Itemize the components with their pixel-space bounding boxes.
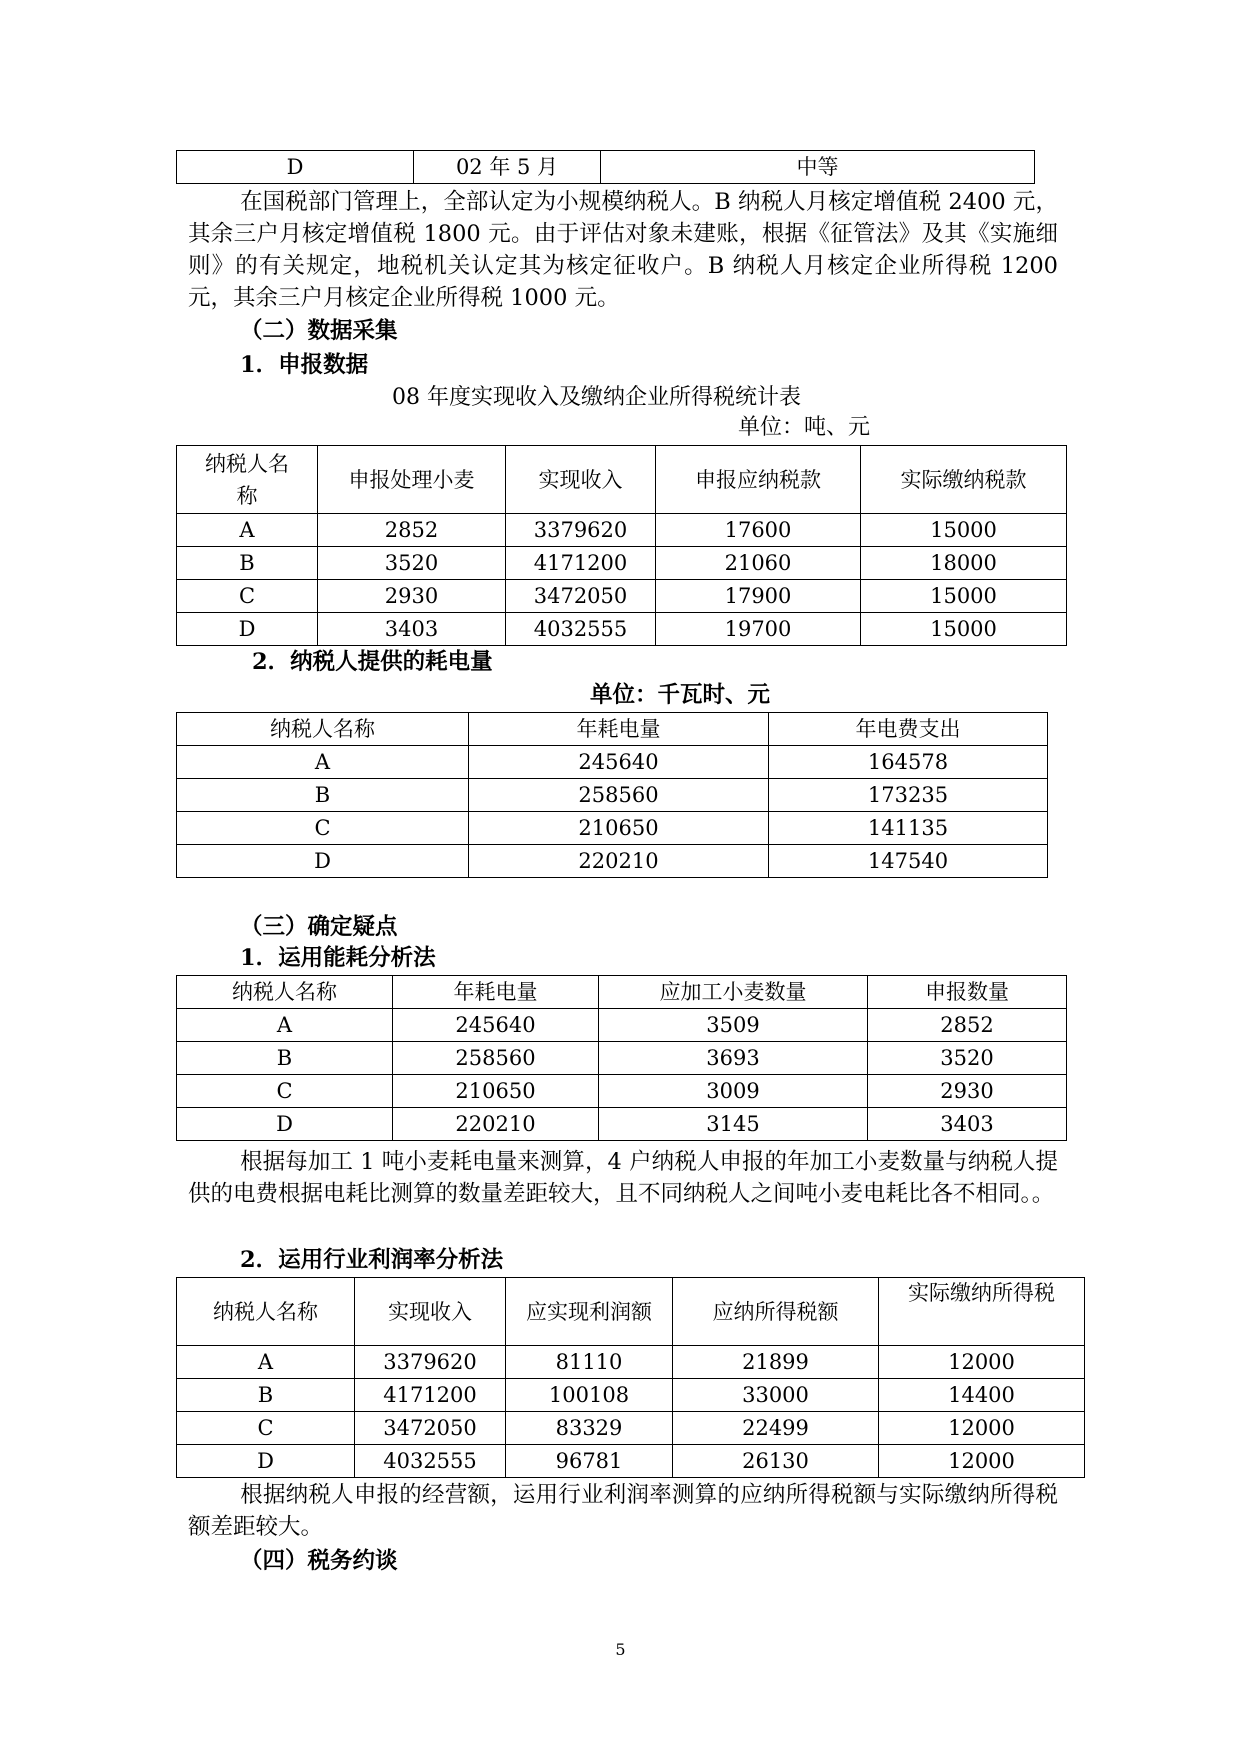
table-row bbox=[177, 812, 1048, 845]
page-number: 5 bbox=[615, 1640, 626, 1659]
table-row bbox=[177, 1346, 1085, 1379]
table-cell: D bbox=[177, 845, 469, 878]
table-cell: A bbox=[177, 1009, 393, 1042]
paragraph-energy-conclusion: 根据每加工 1 吨小麦耗电量来测算，4 户纳税人申报的年加工小麦数量与纳税人提供的电费根据电耗比测算的数量差距较大，且不同纳税人之间吨小麦电耗比各不相同。。 bbox=[188, 1149, 1058, 1207]
column-header: 实现收入 bbox=[506, 446, 656, 514]
table-cell: 100108 bbox=[506, 1379, 673, 1412]
table-cell: 2930 bbox=[318, 580, 506, 613]
section-heading-tax-interview: （四）税务约谈 bbox=[240, 1548, 398, 1574]
table-cell: A bbox=[177, 514, 318, 547]
table-row bbox=[177, 613, 1067, 646]
column-header: 申报处理小麦 bbox=[318, 446, 506, 514]
table-cell: D bbox=[177, 613, 318, 646]
table-cell: 15000 bbox=[861, 613, 1067, 646]
table-cell: 3379620 bbox=[506, 514, 656, 547]
table-cell: 19700 bbox=[656, 613, 861, 646]
table-cell: 220210 bbox=[469, 845, 769, 878]
table-cell: C bbox=[177, 1412, 355, 1445]
section-heading-identify-doubts: （三）确定疑点 bbox=[240, 914, 398, 940]
column-header: 纳税人名称 bbox=[177, 446, 318, 514]
table-cell: 17600 bbox=[656, 514, 861, 547]
column-header: 年耗电量 bbox=[469, 713, 769, 746]
table-cell: 164578 bbox=[769, 746, 1048, 779]
table-cell: 12000 bbox=[879, 1412, 1085, 1445]
column-header: 实际缴纳所得税 bbox=[879, 1278, 1085, 1346]
table-cell: 15000 bbox=[861, 514, 1067, 547]
column-header: 应纳所得税额 bbox=[673, 1278, 879, 1346]
table-cell: 3403 bbox=[318, 613, 506, 646]
table-cell: 210650 bbox=[393, 1075, 599, 1108]
column-header: 申报数量 bbox=[868, 976, 1067, 1009]
table-cell: D bbox=[177, 1108, 393, 1141]
table-cell: 2852 bbox=[318, 514, 506, 547]
table-cell: 173235 bbox=[769, 779, 1048, 812]
column-header: 纳税人名称 bbox=[177, 713, 469, 746]
table-cell: C bbox=[177, 580, 318, 613]
table-cell: 141135 bbox=[769, 812, 1048, 845]
table-row bbox=[177, 746, 1048, 779]
column-header: 年耗电量 bbox=[393, 976, 599, 1009]
table-cell: 3403 bbox=[868, 1108, 1067, 1141]
table-cell: 3472050 bbox=[506, 580, 656, 613]
column-header: 申报应纳税款 bbox=[656, 446, 861, 514]
table-cell: 3520 bbox=[868, 1042, 1067, 1075]
table-cell: 14400 bbox=[879, 1379, 1085, 1412]
table-cell: 26130 bbox=[673, 1445, 879, 1478]
column-header: 实际缴纳税款 bbox=[861, 446, 1067, 514]
table-cell: A bbox=[177, 1346, 355, 1379]
column-header: 纳税人名称 bbox=[177, 976, 393, 1009]
table-cell: 210650 bbox=[469, 812, 769, 845]
table-row bbox=[177, 1075, 1067, 1108]
table-row bbox=[177, 1042, 1067, 1075]
table-cell: C bbox=[177, 812, 469, 845]
table-cell: D bbox=[177, 1445, 355, 1478]
table-row bbox=[177, 779, 1048, 812]
column-header: 实现收入 bbox=[355, 1278, 506, 1346]
table-cell: 3472050 bbox=[355, 1412, 506, 1445]
power-consumption-table bbox=[176, 712, 1048, 878]
table-cell: C bbox=[177, 1075, 393, 1108]
subsection-heading-profit-analysis: 2．运用行业利润率分析法 bbox=[240, 1247, 504, 1273]
table-cell: 12000 bbox=[879, 1445, 1085, 1478]
column-header: 应实现利润额 bbox=[506, 1278, 673, 1346]
table-caption: 08 年度实现收入及缴纳企业所得税统计表 bbox=[392, 385, 801, 410]
table-cell: 02 年 5 月 bbox=[414, 151, 601, 184]
energy-analysis-table bbox=[176, 975, 1067, 1141]
table-cell: 17900 bbox=[656, 580, 861, 613]
table-cell: 2852 bbox=[868, 1009, 1067, 1042]
table-cell: 3145 bbox=[599, 1108, 868, 1141]
column-header: 年电费支出 bbox=[769, 713, 1048, 746]
table-cell: 3009 bbox=[599, 1075, 868, 1108]
table-cell: 4032555 bbox=[355, 1445, 506, 1478]
top-table bbox=[176, 150, 1035, 184]
table-unit: 单位：吨、元 bbox=[738, 415, 871, 440]
declared-income-table bbox=[176, 445, 1067, 646]
table-cell: 81110 bbox=[506, 1346, 673, 1379]
table-cell: 258560 bbox=[393, 1042, 599, 1075]
table-row bbox=[177, 1412, 1085, 1445]
table-cell: 3693 bbox=[599, 1042, 868, 1075]
table-cell: 15000 bbox=[861, 580, 1067, 613]
table-cell: 83329 bbox=[506, 1412, 673, 1445]
table-cell: 3379620 bbox=[355, 1346, 506, 1379]
table-cell: 33000 bbox=[673, 1379, 879, 1412]
table-row bbox=[177, 1108, 1067, 1141]
table-cell: 18000 bbox=[861, 547, 1067, 580]
table-cell: 220210 bbox=[393, 1108, 599, 1141]
table-unit: 单位：千瓦时、元 bbox=[590, 682, 771, 708]
table-cell: B bbox=[177, 1379, 355, 1412]
table-row bbox=[177, 580, 1067, 613]
column-header: 应加工小麦数量 bbox=[599, 976, 868, 1009]
section-heading-data-collection: （二）数据采集 bbox=[240, 318, 398, 344]
table-cell: 12000 bbox=[879, 1346, 1085, 1379]
table-cell: 4032555 bbox=[506, 613, 656, 646]
table-cell: 中等 bbox=[601, 151, 1035, 184]
table-row bbox=[177, 547, 1067, 580]
subsection-heading-declared-data: 1．申报数据 bbox=[240, 352, 369, 378]
table-cell: B bbox=[177, 547, 318, 580]
table-cell: 4171200 bbox=[506, 547, 656, 580]
table-cell: 147540 bbox=[769, 845, 1048, 878]
table-cell: 2930 bbox=[868, 1075, 1067, 1108]
table-cell: 3509 bbox=[599, 1009, 868, 1042]
table-cell: 258560 bbox=[469, 779, 769, 812]
table-cell: 22499 bbox=[673, 1412, 879, 1445]
table-cell: B bbox=[177, 1042, 393, 1075]
table-row bbox=[177, 1379, 1085, 1412]
table-cell: 4171200 bbox=[355, 1379, 506, 1412]
table-cell: 3520 bbox=[318, 547, 506, 580]
paragraph-profit-conclusion: 根据纳税人申报的经营额，运用行业利润率测算的应纳所得税额与实际缴纳所得税额差距较大。 bbox=[188, 1482, 1058, 1540]
table-row bbox=[177, 1445, 1085, 1478]
table-row bbox=[177, 1009, 1067, 1042]
column-header: 纳税人名称 bbox=[177, 1278, 355, 1346]
table-row bbox=[177, 845, 1048, 878]
table-cell: 96781 bbox=[506, 1445, 673, 1478]
subsection-heading-energy-analysis: 1．运用能耗分析法 bbox=[240, 945, 436, 971]
table-cell: 21899 bbox=[673, 1346, 879, 1379]
table-cell: D bbox=[177, 151, 414, 184]
profit-analysis-table bbox=[176, 1277, 1085, 1478]
table-row bbox=[177, 514, 1067, 547]
table-cell: A bbox=[177, 746, 469, 779]
table-cell: 245640 bbox=[469, 746, 769, 779]
subsection-heading-power-consumption: 2．纳税人提供的耗电量 bbox=[252, 649, 493, 675]
table-cell: 21060 bbox=[656, 547, 861, 580]
table-cell: 245640 bbox=[393, 1009, 599, 1042]
table-cell: B bbox=[177, 779, 469, 812]
paragraph-tax-assessment: 在国税部门管理上，全部认定为小规模纳税人。B 纳税人月核定增值税 2400 元，其余三户月核定增值税 1800 元。由于评估对象未建账，根据《征管法》及其《实施细则》的有关规定，地税机关认定其为核定征收户。B 纳税人月核定企业所得税 1200 元，其余三户月核定企业所得税 1000 元。 bbox=[188, 189, 1058, 311]
